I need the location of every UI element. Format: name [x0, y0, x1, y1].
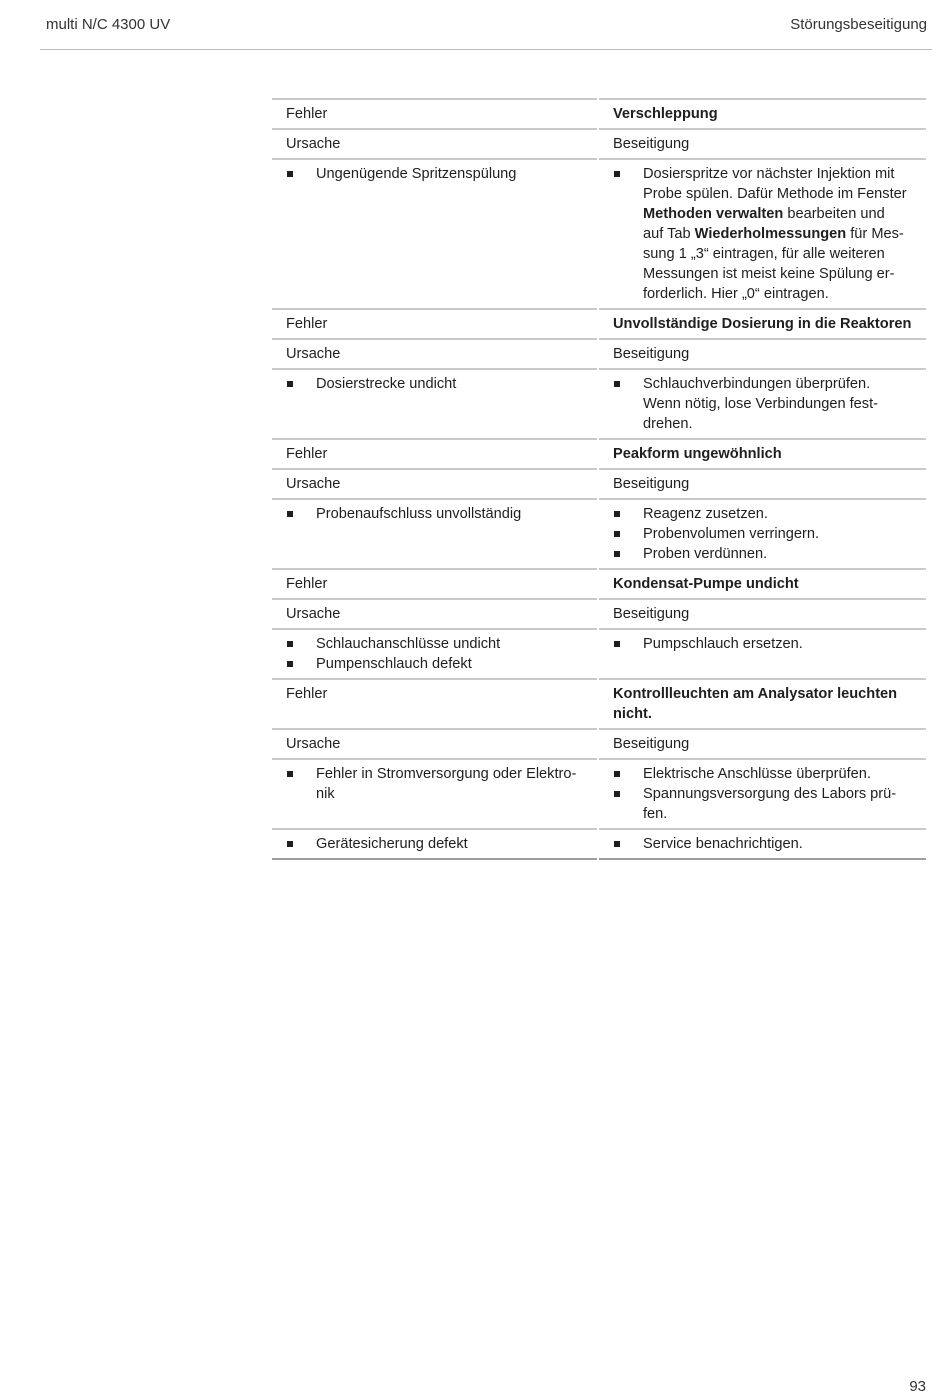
ursache-label: Ursache [272, 470, 597, 500]
list-item: Service benachrichtigen. [613, 834, 926, 854]
column-header-row [272, 730, 926, 760]
cause-text: Fehler in Stromversorgung oder Elektro- [316, 766, 577, 782]
list-item: Pumpschlauch ersetzen. [613, 634, 926, 654]
beseitigung-label: Beseitigung [599, 730, 926, 760]
list-item: Proben verdünnen. [613, 544, 926, 564]
beseitigung-label: Beseitigung [599, 600, 926, 630]
error-title: Verschleppung [599, 100, 926, 130]
fix-cell [599, 630, 926, 680]
troubleshooting-table [272, 100, 926, 860]
error-title: Peakform ungewöhnlich [599, 440, 926, 470]
fehler-label: Fehler [272, 570, 597, 600]
ursache-label: Ursache [272, 730, 597, 760]
column-header-row [272, 600, 926, 630]
fix-text: sung 1 „3“ eintragen, für alle weiteren [643, 246, 885, 262]
fix-text: Elektrische Anschlüsse überprüfen. [643, 766, 871, 782]
fix-text: drehen. [643, 416, 693, 432]
list-item: Ungenügende Spritzenspülung [286, 164, 597, 184]
list-item: Gerätesicherung defekt [286, 834, 597, 854]
error-title-line: Kontrollleuchten am Analysator leuchten [613, 686, 898, 702]
header-title: multi N/C 4300 UV [46, 16, 171, 33]
fix-text: forderlich. Hier „0“ eintragen. [643, 286, 829, 302]
error-title: Unvollständige Dosierung in die Reaktoren [599, 310, 926, 340]
fix-text: Probe spülen. Dafür Methode im Fenster [643, 186, 907, 202]
cause-cell [272, 830, 597, 860]
cause-cell [272, 630, 597, 680]
page-number: 93 [909, 1378, 926, 1395]
cause-text: nik [316, 786, 335, 802]
fix-text: Dosierspritze vor nächster Injektion mit [643, 166, 895, 182]
column-header-row [272, 470, 926, 500]
cause-cell [272, 500, 597, 570]
table-row [272, 760, 926, 830]
list-item: Pumpenschlauch defekt [286, 654, 597, 674]
list-item [613, 374, 926, 434]
list-item: Dosierstrecke undicht [286, 374, 597, 394]
cause-cell [272, 760, 597, 830]
ursache-label: Ursache [272, 600, 597, 630]
list-item: Schlauchanschlüsse undicht [286, 634, 597, 654]
fix-cell [599, 830, 926, 860]
list-item: Probenaufschluss unvollständig [286, 504, 597, 524]
list-item [613, 784, 926, 824]
beseitigung-label: Beseitigung [599, 470, 926, 500]
fix-text: bearbeiten und [783, 206, 885, 222]
fix-text: auf Tab [643, 226, 695, 242]
fix-text: für Mes- [846, 226, 904, 242]
table-row [272, 370, 926, 440]
column-header-row [272, 340, 926, 370]
error-header-row [272, 570, 926, 600]
fix-cell [599, 500, 926, 570]
header-divider [40, 49, 932, 50]
error-header-row [272, 440, 926, 470]
beseitigung-label: Beseitigung [599, 130, 926, 160]
column-header-row [272, 130, 926, 160]
error-header-row [272, 680, 926, 730]
cause-cell [272, 160, 597, 310]
list-item: Reagenz zusetzen. [613, 504, 926, 524]
fix-text: Messungen ist meist keine Spülung er- [643, 266, 895, 282]
fix-cell [599, 160, 926, 310]
fehler-label: Fehler [272, 440, 597, 470]
fehler-label: Fehler [272, 100, 597, 130]
menu-reference: Methoden verwalten [643, 206, 784, 222]
cause-cell [272, 370, 597, 440]
list-item [613, 164, 926, 304]
fehler-label: Fehler [272, 310, 597, 340]
fix-text: Schlauchverbindungen überprüfen. [643, 376, 871, 392]
error-header-row [272, 310, 926, 340]
beseitigung-label: Beseitigung [599, 340, 926, 370]
header-section: Störungsbeseitigung [790, 16, 927, 33]
fehler-label: Fehler [272, 680, 597, 730]
error-title: Kondensat-Pumpe undicht [599, 570, 926, 600]
error-title [599, 680, 926, 730]
list-item [286, 764, 597, 804]
fix-text: fen. [643, 806, 668, 822]
table-row [272, 160, 926, 310]
fix-text: Spannungsversorgung des Labors prü- [643, 786, 897, 802]
error-title-line: nicht. [613, 706, 652, 722]
table-row [272, 500, 926, 570]
fix-text: Wenn nötig, lose Verbindungen fest- [643, 396, 879, 412]
fix-cell [599, 370, 926, 440]
list-item: Probenvolumen verringern. [613, 524, 926, 544]
list-item [613, 764, 926, 784]
error-header-row [272, 100, 926, 130]
table-row [272, 630, 926, 680]
ursache-label: Ursache [272, 340, 597, 370]
fix-cell [599, 760, 926, 830]
ursache-label: Ursache [272, 130, 597, 160]
table-row [272, 830, 926, 860]
tab-reference: Wiederholmessungen [694, 226, 847, 242]
